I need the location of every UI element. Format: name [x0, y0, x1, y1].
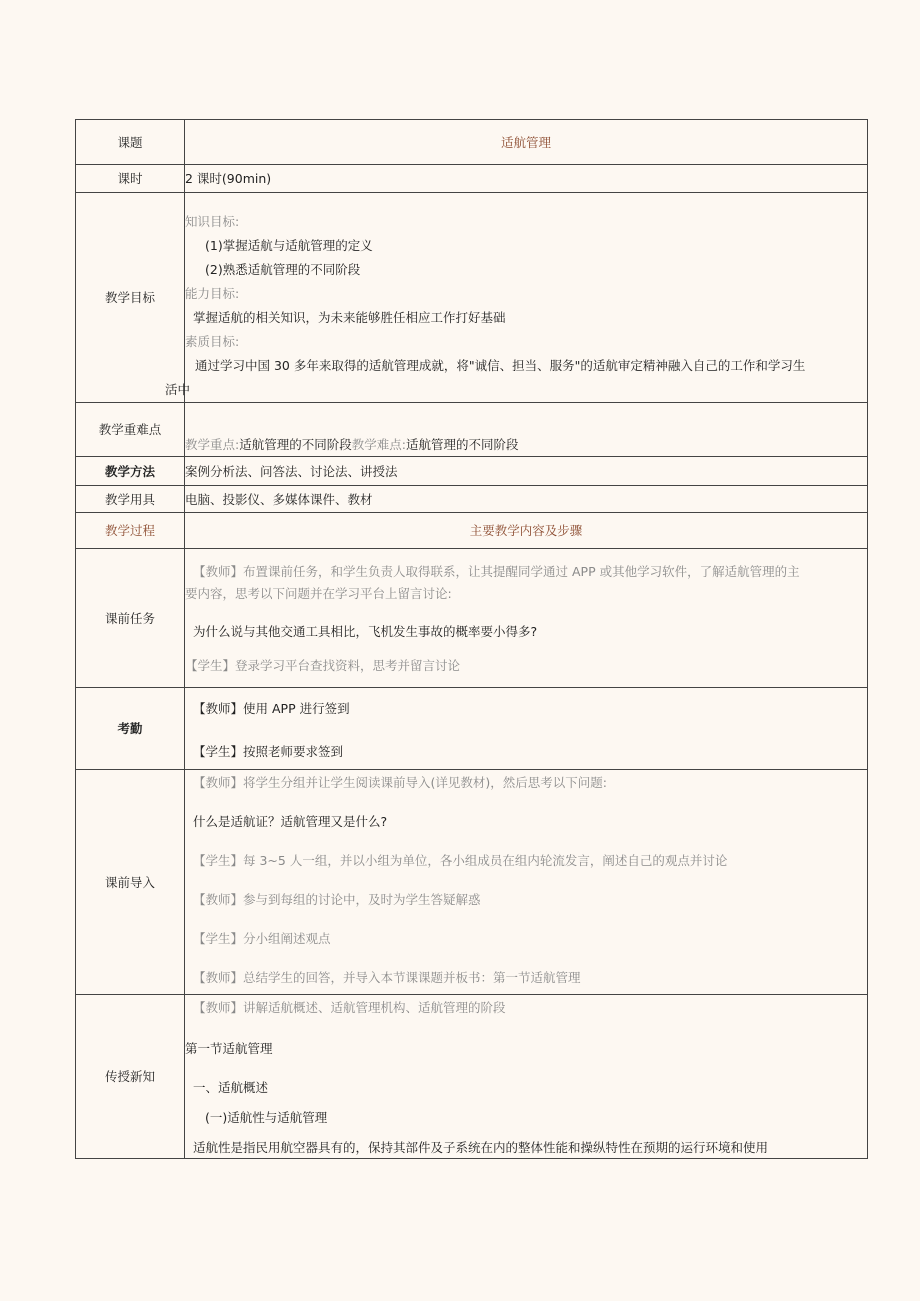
attendance-student-text: 按照老师要求签到: [243, 744, 344, 759]
difficulty-heading: 教学难点:: [351, 437, 406, 452]
row-new-knowledge: [76, 995, 868, 1159]
row-objectives: [76, 193, 868, 403]
pre-class-content: [185, 549, 868, 688]
quality-item-1-cont: 活中: [165, 382, 191, 397]
new-knowledge-line-4: (一)适航性与适航管理: [205, 1110, 328, 1125]
pre-class-student: 【学生】登录学习平台查找资料，思考并留言讨论: [185, 658, 461, 673]
quality-heading: 素质目标:: [185, 334, 240, 349]
methods-value: 案例分析法、问答法、讨论法、讲授法: [185, 457, 868, 486]
knowledge-item-1: (1)掌握适航与适航管理的定义: [205, 238, 373, 253]
intro-line-1: 【教师】将学生分组并让学生阅读课前导入(详见教材)，然后思考以下问题:: [193, 775, 607, 790]
objectives-content: [165, 193, 868, 403]
row-process-header: [76, 513, 868, 549]
row-intro: [76, 770, 868, 995]
new-knowledge-content: [185, 995, 868, 1159]
ability-heading: 能力目标:: [185, 286, 240, 301]
objectives-label: 教学目标: [76, 193, 185, 403]
row-hours: [76, 165, 868, 193]
new-knowledge-line-1: 【教师】讲解适航概述、适航管理机构、适航管理的阶段: [193, 1000, 506, 1015]
tools-label: 教学用具: [76, 486, 185, 513]
pre-class-teacher-line-1: 【教师】布置课前任务，和学生负责人取得联系，让其提醒同学通过 APP 或其他学习软件，了解适航管理的主: [193, 564, 800, 579]
tools-value: 电脑、投影仪、多媒体课件、教材: [185, 486, 868, 513]
process-header-left: 教学过程: [76, 513, 185, 549]
key-point-heading: 教学重点:: [185, 437, 240, 452]
intro-label: 课前导入: [76, 770, 185, 995]
row-key-points: [76, 403, 868, 457]
intro-content: [185, 770, 868, 995]
difficulty-value: 适航管理的不同阶段: [405, 437, 519, 452]
topic-label: 课题: [76, 120, 185, 165]
intro-line-3: 【学生】每 3~5 人一组，并以小组为单位，各小组成员在组内轮流发言，阐述自己的观点并讨论: [193, 853, 728, 868]
key-points-content: [185, 403, 868, 457]
intro-line-2: 什么是适航证？适航管理又是什么?: [193, 814, 388, 829]
knowledge-heading: 知识目标:: [185, 214, 240, 229]
intro-line-6: 【教师】总结学生的回答，并导入本节课课题并板书：第一节适航管理: [193, 970, 581, 985]
intro-line-5: 【学生】分小组阐述观点: [193, 931, 331, 946]
row-tools: [76, 486, 868, 513]
new-knowledge-line-5: 适航性是指民用航空器具有的，保持其部件及子系统在内的整体性能和操纵特性在预期的运行环境和使用: [193, 1140, 769, 1155]
attendance-content: [185, 688, 868, 770]
ability-item-1: 掌握适航的相关知识，为未来能够胜任相应工作打好基础: [193, 310, 506, 325]
new-knowledge-line-3: 一、适航概述: [193, 1080, 269, 1095]
attendance-teacher-tag: 【教师】: [193, 701, 244, 716]
pre-class-label: 课前任务: [76, 549, 185, 688]
row-pre-class: [76, 549, 868, 688]
quality-item-1: 通过学习中国 30 多年来取得的适航管理成就，将"诚信、担当、服务"的适航审定精神融入自己的工作和学习生: [195, 358, 806, 373]
hours-value: 2 课时(90min): [185, 165, 868, 193]
key-points-label: 教学重难点: [76, 403, 185, 457]
methods-label: 教学方法: [76, 457, 185, 486]
attendance-teacher-text: 使用 APP 进行签到: [243, 701, 350, 716]
row-attendance: [76, 688, 868, 770]
pre-class-teacher-line-2: 要内容，思考以下问题并在学习平台上留言讨论:: [185, 586, 452, 601]
hours-label: 课时: [76, 165, 185, 193]
attendance-teacher: [185, 699, 867, 719]
row-topic: [76, 120, 868, 165]
pre-class-question: 为什么说与其他交通工具相比，飞机发生事故的概率要小得多?: [193, 624, 538, 639]
topic-title: 适航管理: [185, 120, 868, 165]
row-methods: [76, 457, 868, 486]
intro-line-4: 【教师】参与到每组的讨论中，及时为学生答疑解惑: [193, 892, 481, 907]
attendance-student: [185, 742, 867, 762]
process-header-right: 主要教学内容及步骤: [185, 513, 868, 549]
lesson-plan-table: [75, 119, 868, 1159]
new-knowledge-line-2: 第一节适航管理: [185, 1041, 273, 1056]
attendance-student-tag: 【学生】: [193, 744, 244, 759]
key-point-value: 适航管理的不同阶段: [239, 437, 352, 452]
knowledge-item-2: (2)熟悉适航管理的不同阶段: [205, 262, 361, 277]
new-knowledge-label: 传授新知: [76, 995, 185, 1159]
attendance-label: 考勤: [76, 688, 185, 770]
